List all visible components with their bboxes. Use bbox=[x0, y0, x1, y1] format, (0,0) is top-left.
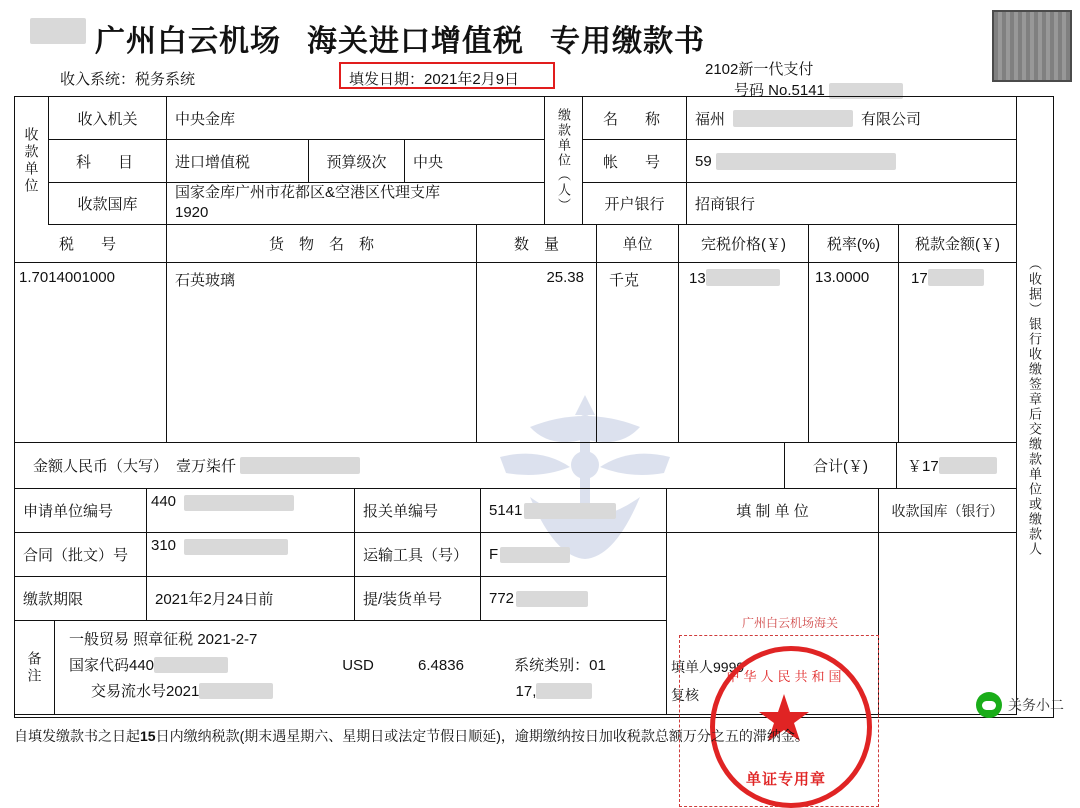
redaction-mask-duty-value bbox=[706, 269, 780, 286]
row-label-subject: 科 目 bbox=[49, 140, 167, 183]
seal-top-text: 中华人民共和国 bbox=[726, 669, 846, 684]
table-row-goods-name: 石英玻璃 bbox=[167, 263, 477, 443]
remarks-vertical-label: 备注 bbox=[15, 621, 55, 715]
detail-label-contract-no: 合同（批文）号 bbox=[15, 533, 147, 577]
detail-value-apply-no: 440 bbox=[147, 489, 355, 533]
remarks-line-2: 国家代码440 USD 6.4836 系统类别：01 bbox=[69, 657, 606, 674]
detail-value-bill-no: 772 bbox=[481, 577, 667, 621]
goods-header-qty: 数 量 bbox=[477, 225, 597, 263]
wechat-badge bbox=[976, 692, 1064, 718]
redaction-mask-account bbox=[716, 153, 896, 170]
table-row-rate: 13.0000 bbox=[809, 263, 899, 443]
filler-label: 填单人9999 bbox=[671, 659, 745, 675]
payment-system-label: 2102新一代支付 bbox=[705, 61, 814, 78]
official-seal bbox=[679, 616, 879, 807]
goods-header-amount: 税款金额(￥) bbox=[899, 225, 1017, 263]
redaction-mask-bill-no bbox=[516, 591, 588, 607]
redaction-mask-amount bbox=[928, 269, 984, 286]
row-value-name: 福州 有限公司 bbox=[687, 97, 1017, 140]
table-row-amount: 17 bbox=[899, 263, 1017, 443]
row-label-budget-level: 预算级次 bbox=[309, 140, 405, 183]
remarks-line-3: 交易流水号2021 17, bbox=[69, 679, 666, 705]
goods-header-name: 货 物 名 称 bbox=[167, 225, 477, 263]
row-label-account: 帐 号 bbox=[583, 140, 687, 183]
redaction-mask-decl-no bbox=[524, 503, 616, 519]
detail-value-declaration-no: 5141 bbox=[481, 489, 667, 533]
row-value-subject: 进口增值税 bbox=[167, 140, 309, 183]
detail-label-transport: 运输工具（号） bbox=[355, 533, 481, 577]
wechat-account-name: 关务小二 bbox=[1008, 697, 1064, 713]
footer-days: 15 bbox=[140, 728, 156, 744]
amount-in-words-value: 壹万柒仟 bbox=[176, 458, 237, 475]
amount-in-words-row bbox=[15, 443, 785, 489]
checker-label: 复核 bbox=[671, 687, 699, 703]
row-label-treasury: 收款国库 bbox=[49, 183, 167, 225]
title-part-1: 广州白云机场 bbox=[95, 24, 281, 59]
document-number-label: 号码 No.5141 bbox=[734, 82, 825, 99]
table-row-duty-value: 13 bbox=[679, 263, 809, 443]
redaction-mask-total bbox=[939, 457, 997, 474]
row-label-name: 名 称 bbox=[583, 97, 687, 140]
detail-label-deadline: 缴款期限 bbox=[15, 577, 147, 621]
row-value-revenue-office: 中央金库 bbox=[167, 97, 545, 140]
document-header bbox=[0, 8, 1080, 60]
seal-bottom-text: 单证专用章 bbox=[745, 771, 826, 788]
goods-header-rate: 税率(%) bbox=[809, 225, 899, 263]
goods-header-unit: 单位 bbox=[597, 225, 679, 263]
goods-header-taxno: 税 号 bbox=[15, 225, 167, 263]
issue-date-label: 填发日期：2021年2月9日 bbox=[349, 71, 520, 88]
detail-value-transport: F bbox=[481, 533, 667, 577]
page-title bbox=[95, 16, 731, 60]
redaction-mask-top-left bbox=[30, 18, 86, 44]
footer-text-c: 日内缴纳税款(期末遇星期六、星期日或法定节假日顺延)，逾期缴纳按日加收税款总额万分之五的滞纳金。 bbox=[155, 728, 809, 744]
detail-label-apply-no: 申请单位编号 bbox=[15, 489, 147, 533]
table-row-taxno: 1.7014001000 bbox=[15, 263, 167, 443]
receiving-treasury-header: 收款国库（银行） bbox=[879, 489, 1017, 533]
detail-label-bill-no: 提/装货单号 bbox=[355, 577, 481, 621]
amount-in-words-label: 金额人民币（大写） bbox=[33, 458, 169, 475]
remarks-content bbox=[55, 621, 667, 715]
payer-vertical-label: 缴款单位（人） bbox=[545, 97, 583, 225]
redaction-mask-transport bbox=[500, 547, 570, 563]
table-row-unit: 千克 bbox=[597, 263, 679, 443]
row-value-bank: 招商银行 bbox=[687, 183, 1017, 225]
wechat-icon bbox=[976, 692, 1002, 718]
receiving-treasury-box bbox=[879, 533, 1017, 715]
footer-text-a: 自填发缴款书之日起 bbox=[14, 728, 140, 744]
redaction-mask-contract-no bbox=[184, 539, 288, 555]
revenue-system-label: 收入系统：税务系统 bbox=[60, 71, 196, 88]
redaction-mask-serial-amount bbox=[536, 683, 592, 699]
prepare-unit-header: 填 制 单 位 bbox=[667, 489, 879, 533]
row-label-bank: 开户银行 bbox=[583, 183, 687, 225]
seal-header-text: 广州白云机场海关 bbox=[741, 616, 838, 630]
redaction-mask-company bbox=[733, 110, 853, 127]
redaction-mask-country-code bbox=[154, 657, 228, 673]
row-value-treasury: 国家金库广州市花都区&空港区代理支库 1920 bbox=[167, 183, 545, 225]
goods-header-duty-value: 完税价格(￥) bbox=[679, 225, 809, 263]
redaction-mask-words bbox=[240, 457, 360, 474]
detail-value-contract-no: 310 bbox=[147, 533, 355, 577]
row-label-revenue-office: 收入机关 bbox=[49, 97, 167, 140]
detail-value-deadline: 2021年2月24日前 bbox=[147, 577, 355, 621]
row-value-budget-level: 中央 bbox=[405, 140, 545, 183]
receipt-vertical-label: （收据）银行收缴签章后交缴款单位或缴款人 bbox=[1027, 256, 1042, 557]
qr-code bbox=[992, 10, 1072, 82]
total-label: 合计(￥) bbox=[785, 443, 897, 489]
table-row-qty: 25.38 bbox=[477, 263, 597, 443]
row-value-account: 59 bbox=[687, 140, 1017, 183]
detail-label-declaration-no: 报关单编号 bbox=[355, 489, 481, 533]
total-value: ￥17 bbox=[897, 443, 1017, 489]
title-part-3: 专用缴款书 bbox=[550, 24, 705, 59]
remarks-line-1: 一般贸易 照章征税 2021-2-7 bbox=[69, 631, 258, 648]
footer-note bbox=[14, 726, 914, 746]
issue-date-box bbox=[339, 62, 555, 89]
redaction-mask-apply-no bbox=[184, 495, 294, 511]
redaction-mask-serial bbox=[199, 683, 273, 699]
title-part-2: 海关进口增值税 bbox=[307, 24, 524, 59]
payee-vertical-label: 收款单位 bbox=[15, 97, 49, 225]
